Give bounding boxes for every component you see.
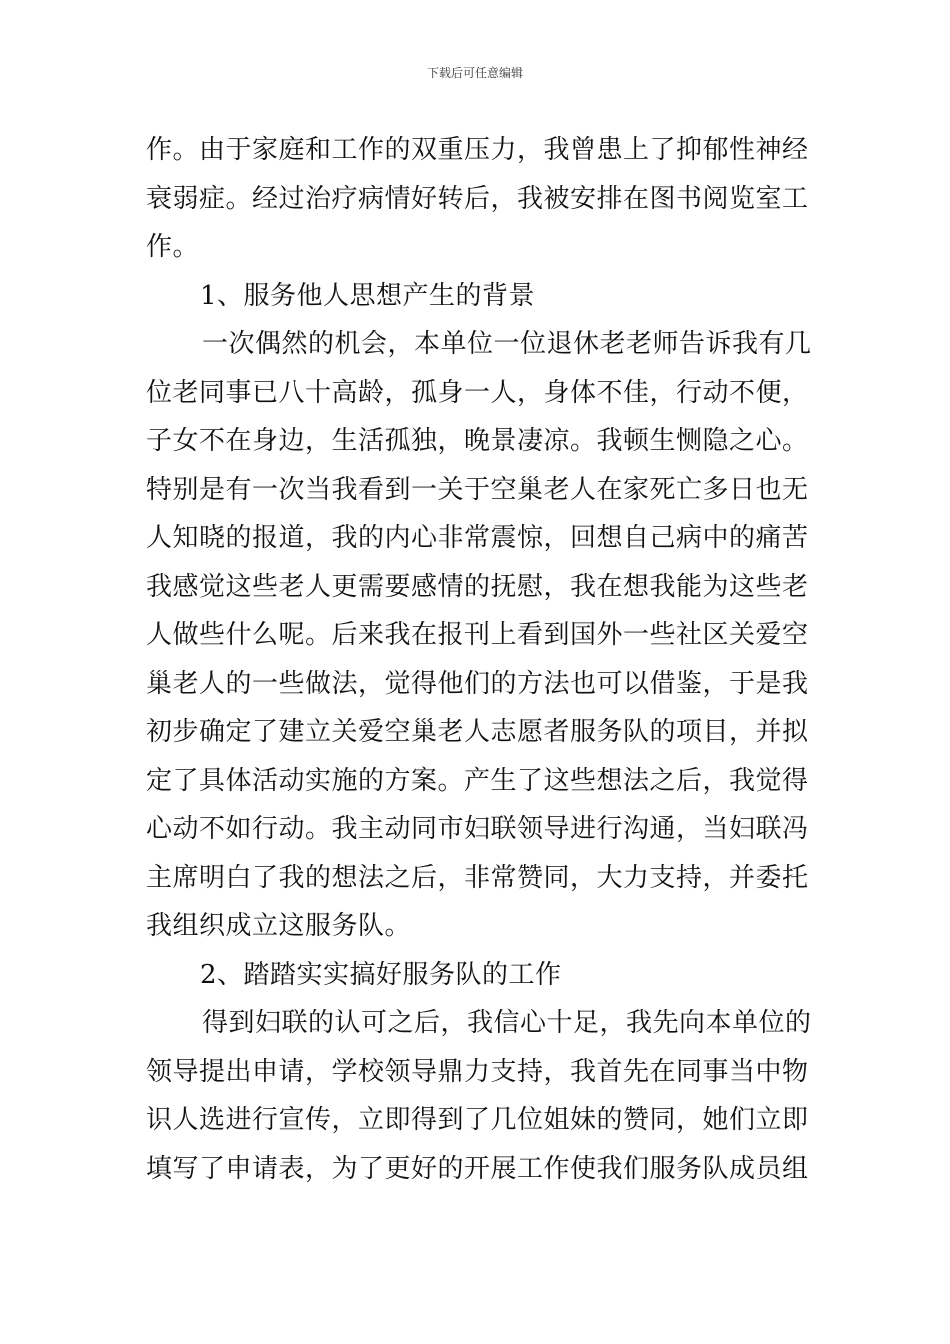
text-line: 作。 bbox=[146, 232, 200, 262]
text-line: 作。由于家庭和工作的双重压力，我曾患上了抑郁性神经 bbox=[146, 135, 809, 165]
text-line: 得到妇联的认可之后，我信心十足，我先向本单位的 bbox=[202, 1008, 812, 1038]
text-line: 子女不在身边，生活孤独，晚景凄凉。我顿生恻隐之心。 bbox=[146, 426, 809, 456]
text-line: 衰弱症。经过治疗病情好转后，我被安排在图书阅览室工 bbox=[146, 183, 809, 214]
text-line: 特别是有一次当我看到一关于空巢老人在家死亡多日也无 bbox=[146, 474, 809, 505]
text-line: 定了具体活动实施的方案。产生了这些想法之后，我觉得 bbox=[146, 765, 809, 796]
text-line: 位老同事已八十高龄，孤身一人，身体不佳，行动不便， bbox=[146, 377, 809, 408]
page-header: 下载后可任意编辑 bbox=[426, 66, 523, 80]
text-line: 我感觉这些老人更需要感情的抚慰，我在想我能为这些老 bbox=[146, 571, 809, 602]
text-line: 识人选进行宣传，立即得到了几位姐妹的赞同，她们立即 bbox=[146, 1105, 809, 1135]
document-body bbox=[146, 126, 816, 1193]
text-line: 主席明白了我的想法之后，非常赞同，大力支持，并委托 bbox=[146, 862, 809, 893]
text-line: 心动不如行动。我主动同市妇联领导进行沟通，当妇联冯 bbox=[146, 814, 809, 844]
text-line: 一次偶然的机会，本单位一位退休老老师告诉我有几 bbox=[202, 329, 812, 359]
text-line: 我组织成立这服务队。 bbox=[146, 911, 412, 941]
text-line: 巢老人的一些做法，觉得他们的方法也可以借鉴，于是我 bbox=[146, 668, 809, 699]
section-heading-2: 2、踏踏实实搞好服务队的工作 bbox=[200, 959, 562, 990]
text-line: 人做些什么呢。后来我在报刊上看到国外一些社区关爱空 bbox=[146, 620, 809, 650]
section-heading-1: 1、服务他人思想产生的背景 bbox=[200, 280, 536, 311]
text-line: 领导提出申请，学校领导鼎力支持，我首先在同事当中物 bbox=[146, 1056, 809, 1087]
text-line: 填写了申请表，为了更好的开展工作使我们服务队成员组 bbox=[146, 1153, 809, 1184]
text-line: 人知晓的报道，我的内心非常震惊，回想自己病中的痛苦 bbox=[146, 523, 809, 553]
text-line: 初步确定了建立关爱空巢老人志愿者服务队的项目，并拟 bbox=[146, 717, 809, 747]
